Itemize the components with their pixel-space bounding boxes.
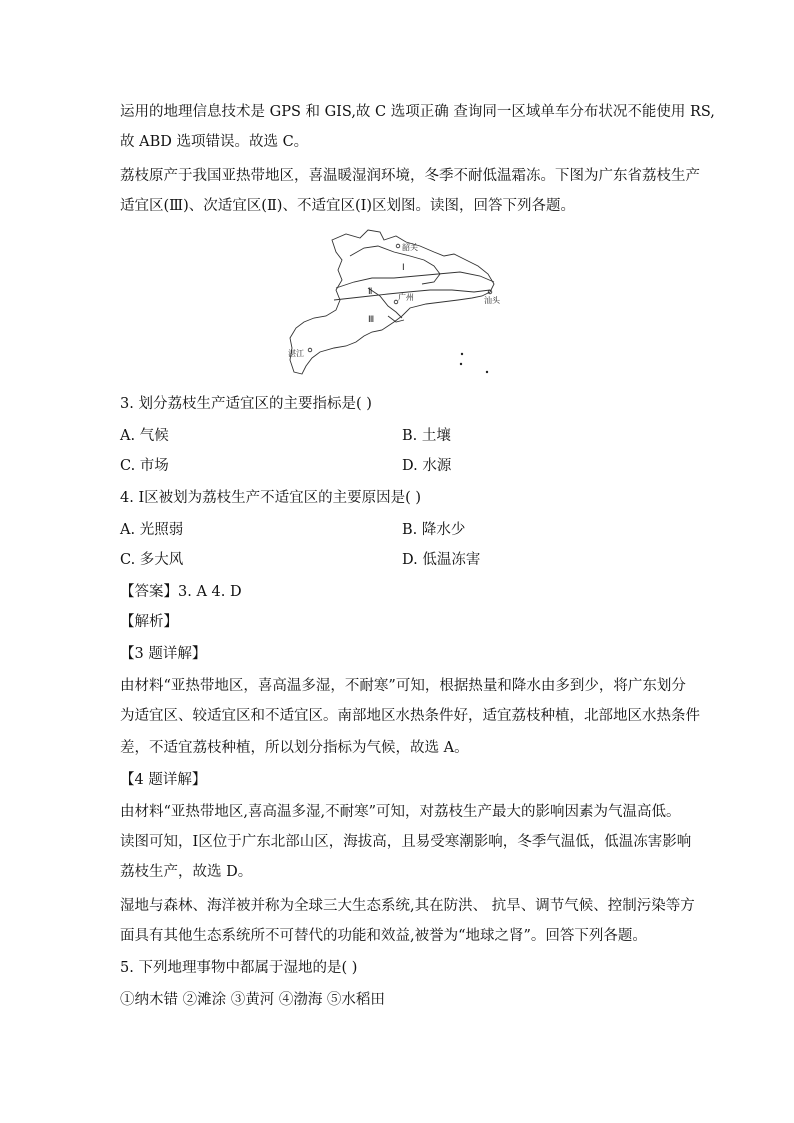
q4-option-c: C. 多大风 bbox=[120, 552, 184, 568]
city-marker-shaoguan bbox=[396, 244, 400, 248]
q3-option-b: B. 土壤 bbox=[402, 428, 451, 444]
detail-3-line: 差，不适宜荔枝种植，所以划分指标为气候，故选 A。 bbox=[120, 740, 469, 756]
paragraph-line: 适宜区(Ⅲ)、次适宜区(Ⅱ)、不适宜区(Ⅰ)区划图。读图，回答下列各题。 bbox=[120, 198, 576, 214]
detail-3-title: 【3 题详解】 bbox=[120, 646, 207, 662]
detail-4-line: 读图可知，Ⅰ区位于广东北部山区，海拔高，且易受寒潮影响，冬季气温低，低温冻害影响 bbox=[120, 834, 692, 850]
q4-option-b: B. 降水少 bbox=[402, 522, 466, 538]
island-dot bbox=[460, 363, 462, 365]
label-zone-3: Ⅲ bbox=[368, 315, 375, 325]
label-guangzhou: 广州 bbox=[398, 293, 414, 302]
analysis-title: 【解析】 bbox=[120, 614, 178, 630]
zone-boundary-inner bbox=[368, 288, 402, 318]
q3-option-c: C. 市场 bbox=[120, 458, 169, 474]
paragraph-line: 运用的地理信息技术是 GPS 和 GIS,故 C 选项正确 查询同一区域单车分布状况不能使用 RS, bbox=[120, 104, 715, 120]
detail-4-title: 【4 题详解】 bbox=[120, 772, 207, 788]
label-shantou: 汕头 bbox=[484, 296, 500, 305]
question-5-options: ①纳木错 ②滩涂 ③黄河 ④渤海 ⑤水稻田 bbox=[120, 992, 385, 1008]
coastline-segment bbox=[388, 316, 404, 322]
label-zone-1: Ⅰ bbox=[402, 263, 405, 273]
detail-4-line: 荔枝生产，故选 D。 bbox=[120, 864, 253, 880]
guangdong-litchi-zoning-map bbox=[284, 226, 500, 382]
paragraph-line: 面具有其他生态系统所不可替代的功能和效益,被誉为“地球之肾”。回答下列各题。 bbox=[120, 928, 647, 944]
zone-boundary-upper bbox=[336, 272, 494, 288]
detail-4-line: 由材料“亚热带地区,喜高温多湿,不耐寒”可知，对荔枝生产最大的影响因素为气温高低。 bbox=[120, 804, 681, 820]
q4-option-d: D. 低温冻害 bbox=[402, 552, 481, 568]
paragraph-line: 湿地与森林、海洋被并称为全球三大生态系统,其在防洪、 抗旱、调节气候、控制污染等方 bbox=[120, 898, 695, 914]
island-dot bbox=[461, 353, 463, 355]
label-zone-2: Ⅱ bbox=[368, 287, 373, 297]
question-3-stem: 3. 划分荔枝生产适宜区的主要指标是( ) bbox=[120, 396, 372, 412]
paragraph-line: 故 ABD 选项错误。故选 C。 bbox=[120, 134, 309, 150]
q4-option-a: A. 光照弱 bbox=[120, 522, 184, 538]
question-5-stem: 5. 下列地理事物中都属于湿地的是( ) bbox=[120, 960, 358, 976]
label-shaoguan: 韶关 bbox=[402, 243, 418, 252]
detail-3-line: 为适宜区、较适宜区和不适宜区。南部地区水热条件好，适宜荔枝种植，北部地区水热条件 bbox=[120, 708, 700, 724]
label-zhanjiang: 湛江 bbox=[288, 349, 304, 358]
paragraph-line: 荔枝原产于我国亚热带地区，喜温暖湿润环境，冬季不耐低温霜冻。下图为广东省荔枝生产 bbox=[120, 168, 700, 184]
city-marker-zhanjiang bbox=[308, 348, 312, 352]
q3-option-a: A. 气候 bbox=[120, 428, 169, 444]
q3-option-d: D. 水源 bbox=[402, 458, 452, 474]
answer-line: 【答案】3. A 4. D bbox=[120, 584, 242, 600]
detail-3-line: 由材料“亚热带地区，喜高温多湿，不耐寒”可知，根据热量和降水由多到少，将广东划分 bbox=[120, 678, 686, 694]
island-dot bbox=[486, 371, 488, 373]
question-4-stem: 4. Ⅰ区被划为荔枝生产不适宜区的主要原因是( ) bbox=[120, 490, 422, 506]
